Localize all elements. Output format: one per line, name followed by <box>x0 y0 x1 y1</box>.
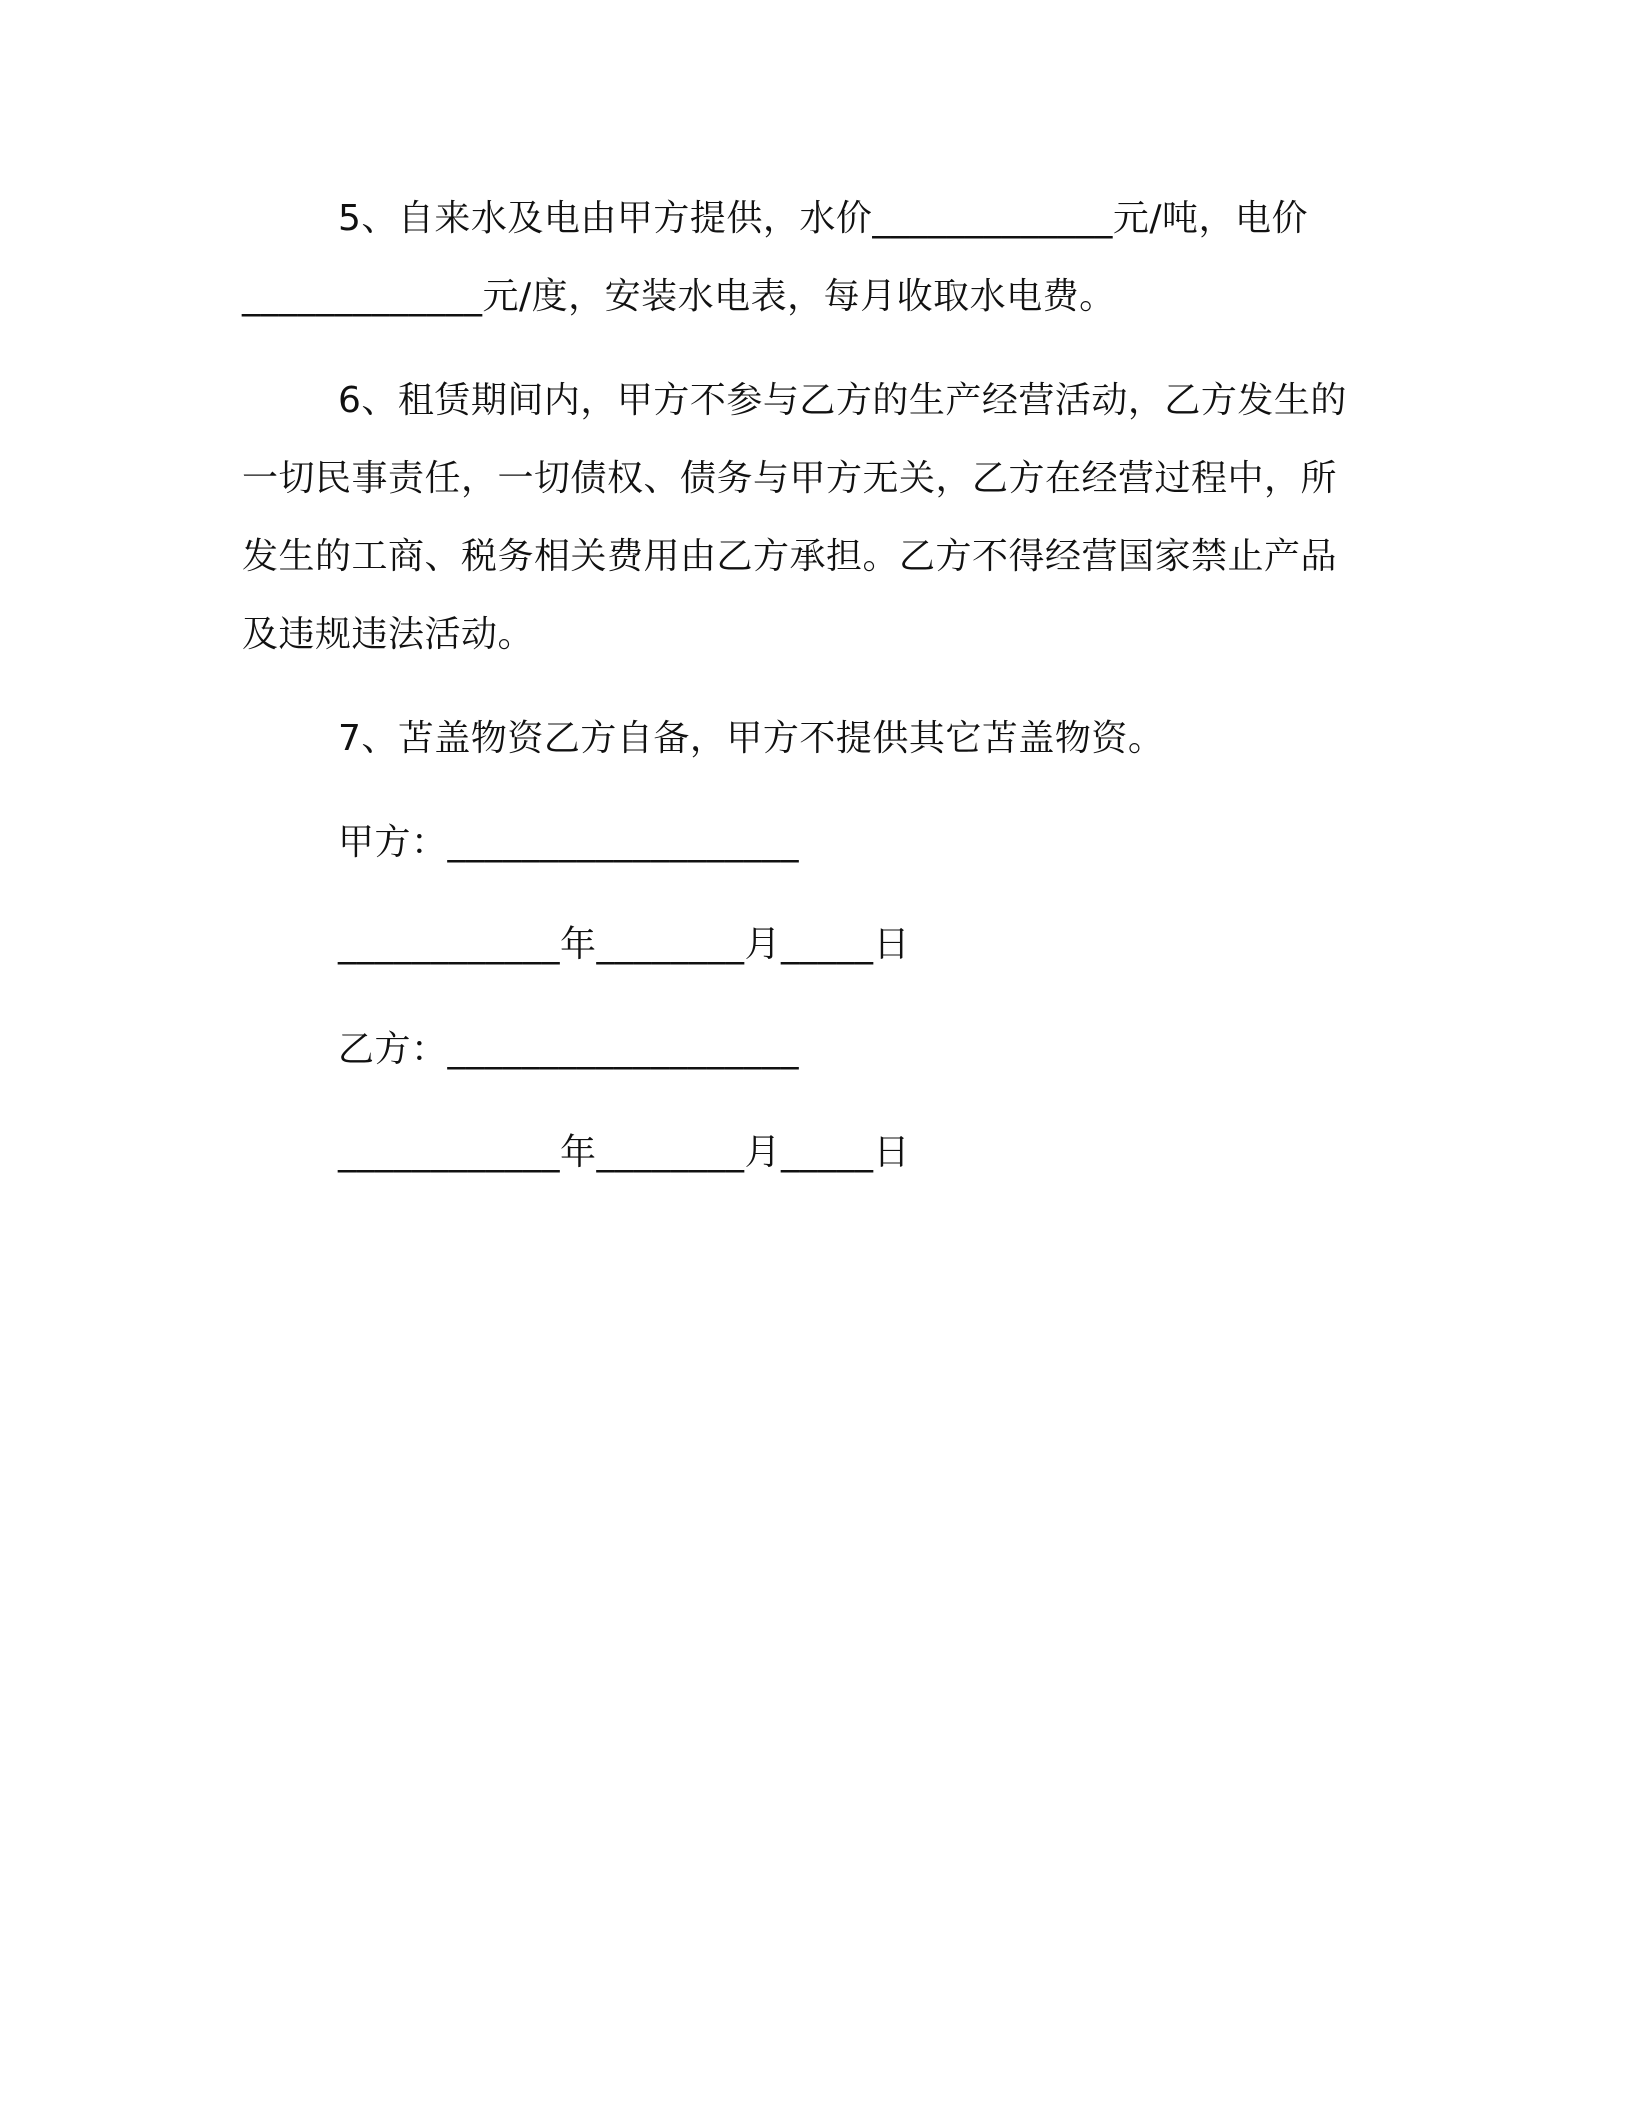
clause-6-paragraph: 6、租赁期间内，甲方不参与乙方的生产经营活动，乙方发生的一切民事责任，一切债权、债务与甲方无关，乙方在经营过程中，所发生的工商、税务相关费用由乙方承担。乙方不得经营国家禁止产品及违规违法活动。 <box>242 380 1347 655</box>
party-a-date-line: ____________年________月_____日 <box>338 924 910 965</box>
clause-5-paragraph: 5、自来水及电由甲方提供，水价_____________元/吨，电价_____________元/度，安装水电表，每月收取水电费。 <box>242 198 1309 317</box>
party-a-signature-line: 甲方：___________________ <box>338 822 800 863</box>
party-b-signature-line: 乙方：___________________ <box>338 1029 800 1070</box>
party-b-date-line: ____________年________月_____日 <box>338 1132 910 1173</box>
clause-7-paragraph: 7、苫盖物资乙方自备，甲方不提供其它苫盖物资。 <box>338 718 1165 759</box>
